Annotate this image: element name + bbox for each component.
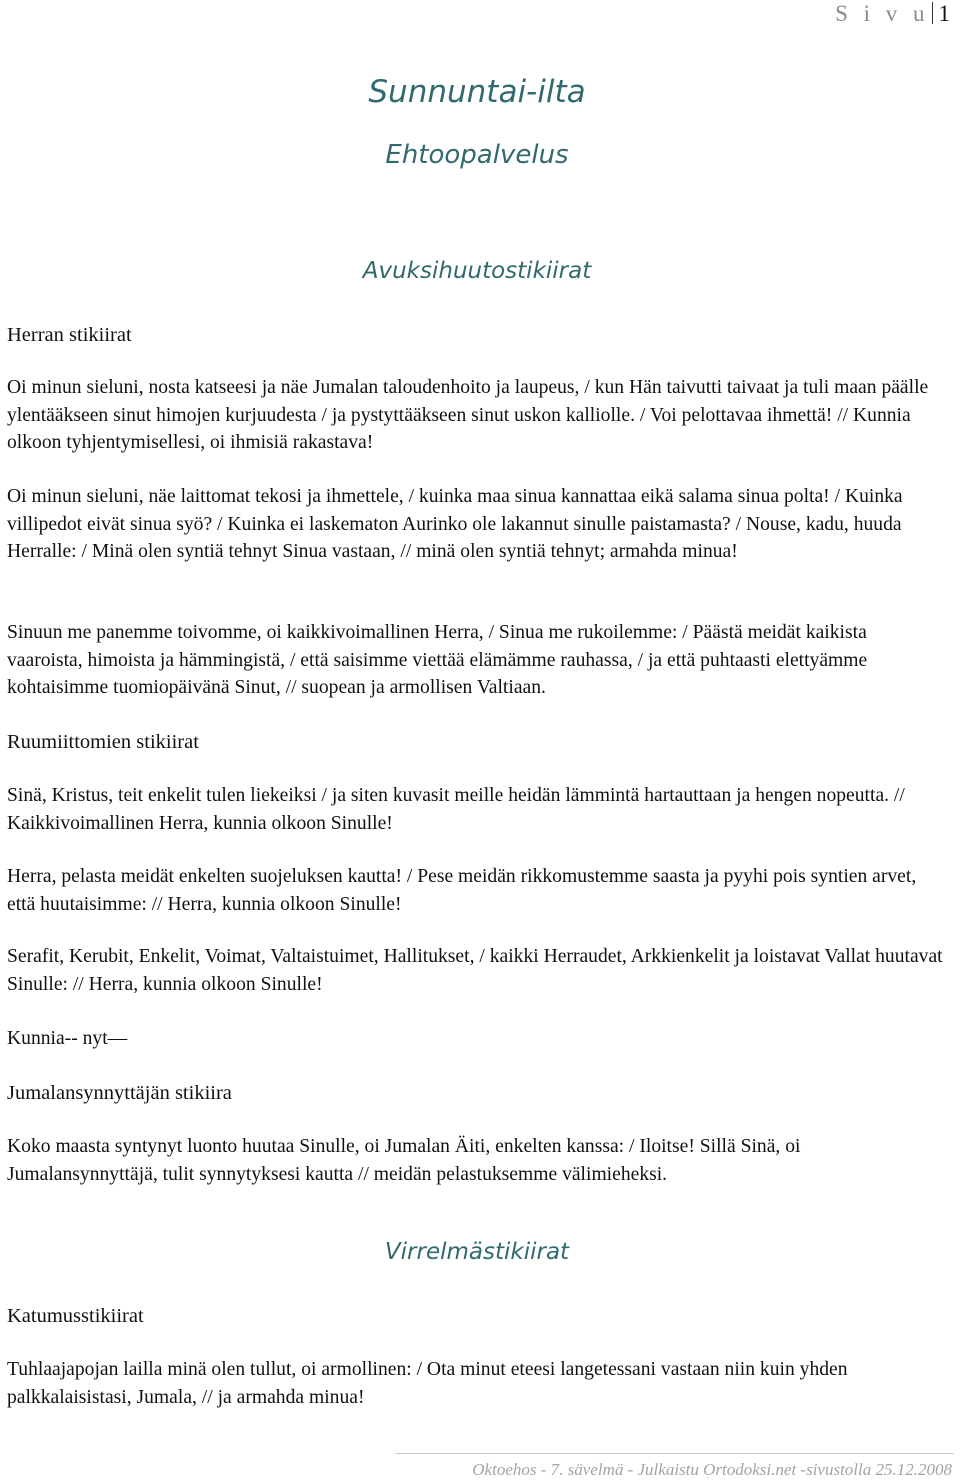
- section-heading-avuksihuutostikiirat: Avuksihuutostikiirat: [362, 258, 592, 284]
- document-title: Sunnuntai-ilta: [368, 74, 586, 110]
- paragraph-katumus: Tuhlaajapojan lailla minä olen tullut, oi armollinen: / Ota minut eteesi langetessani vastaan niin kuin yhden palkkalaisistasi, Jumala, // ja armahda minua!: [7, 1359, 848, 1408]
- paragraph-herran-3: Sinuun me panemme toivomme, oi kaikkivoimallinen Herra, / Sinua me rukoilemme: / Päästä meidät kaikista vaaroista, himoista ja hämmingistä, / että saisimme viettää elämämme rauhassa, / ja että puhtaasti elettyämme kohtaisimme tuomiopäivänä Sinut, // suopean ja armollisen Valtiaan.: [7, 622, 868, 698]
- section-heading-virrelmastikiirat: Virrelmästikiirat: [384, 1239, 570, 1265]
- label-herran-stikiirat: Herran stikiirat: [7, 324, 132, 346]
- document-subtitle: Ehtoopalvelus: [385, 140, 569, 170]
- page-number-label: S i v u: [835, 1, 930, 26]
- footer-text: Oktoehos - 7. sävelmä - Julkaistu Ortodoksi.net -sivustolla 25.12.2008: [472, 1460, 952, 1479]
- paragraph-ruumiittomien-3: Serafit, Kerubit, Enkelit, Voimat, Valtaistuimet, Hallitukset, / kaikki Herraudet, Arkkienkelit ja loistavat Vallat huutavat Sinulle: // Herra, kunnia olkoon Sinulle!: [7, 946, 943, 995]
- paragraph-ruumiittomien-2: Herra, pelasta meidät enkelten suojeluksen kautta! / Pese meidän rikkomustemme saasta ja pyyhi pois syntien arvet, että huutaisimme: // Herra, kunnia olkoon Sinulle!: [7, 866, 917, 915]
- page-number-value: 1: [938, 1, 950, 26]
- paragraph-jumalansynnyttajan: Koko maasta syntynyt luonto huutaa Sinulle, oi Jumalan Äiti, enkelten kanssa: / Iloitse! Sillä Sinä, oi Jumalansynnyttäjä, tulit synnytyksesi kautta // meidän pelastuksemme välimieheksi.: [7, 1136, 801, 1185]
- paragraph-kunnia-nyt: Kunnia-- nyt—: [7, 1028, 128, 1049]
- label-katumusstikiirat: Katumusstikiirat: [7, 1305, 144, 1327]
- page-number: [835, 0, 950, 28]
- label-ruumiittomien-stikiirat: Ruumiittomien stikiirat: [7, 731, 199, 753]
- paragraph-herran-2: Oi minun sieluni, näe laittomat tekosi ja ihmettele, / kuinka maa sinua kannattaa eikä salama sinua polta! / Kuinka villipedot eivät sinua syö? / Kuinka ei laskematon Aurinko ole lakannut sinulle paistamasta? / Nouse, kadu, huuda Herralle: / Minä olen syntiä tehnyt Sinua vastaan, // minä olen syntiä tehnyt; armahda minua!: [7, 486, 903, 562]
- paragraph-ruumiittomien-1: Sinä, Kristus, teit enkelit tulen liekeiksi / ja siten kuvasit meille heidän lämmintä hartauttaan ja hengen nopeutta. // Kaikkivoimallinen Herra, kunnia olkoon Sinulle!: [7, 785, 905, 834]
- page-number-separator: [932, 2, 933, 24]
- paragraph-herran-1: Oi minun sieluni, nosta katseesi ja näe Jumalan taloudenhoito ja laupeus, / kun Hän taivutti taivaat ja tuli maan päälle ylentääkseen sinut himojen kurjuudesta / ja pystyttääkseen sinut uskon kalliolle. / Voi pelottavaa ihmettä! // Kunnia olkoon tyhjentymisellesi, oi ihmisiä rakastava!: [7, 377, 929, 453]
- footer-divider: [395, 1453, 954, 1454]
- label-jumalansynnyttajan-stikiira: Jumalansynnyttäjän stikiira: [7, 1082, 232, 1104]
